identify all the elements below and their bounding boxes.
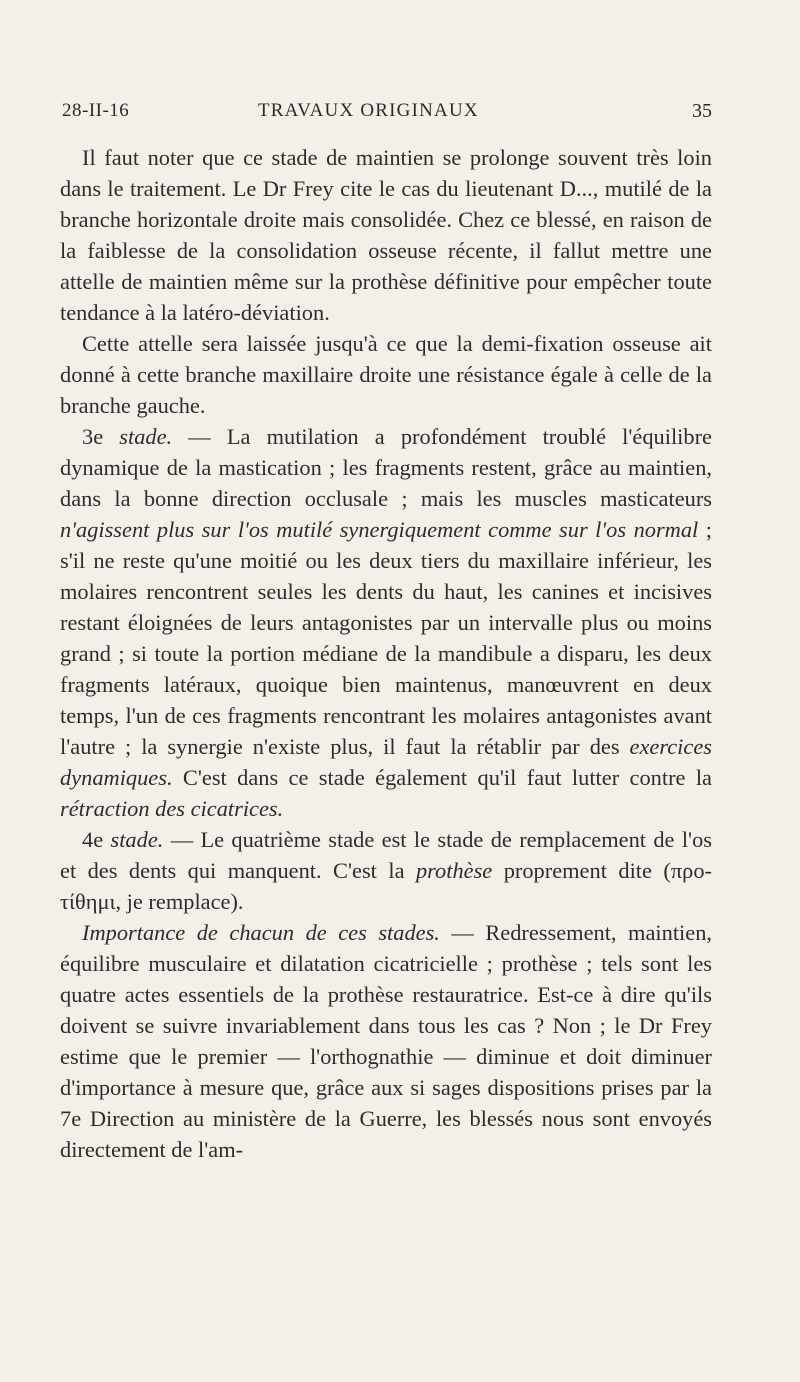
paragraph-5-text: — Redressement, maintien, équilibre musculaire et dilatation cicatricielle ; prothèse ; tels sont les quatre actes essentiels de la prothèse restauratrice. Est-ce à dire qu'ils doivent se suivre invariablement dans tous les cas ? Non ; le Dr Frey estime que le premier — l'orthognathie — diminue et doit diminuer d'importance à mesure que, grâce aux si sages dispositions prises par la 7e Direction au ministère de la Guerre, les blessés nous sont envoyés directement de l'am- xyxy=(60,920,712,1162)
paragraph-3-text-a: — La mutilation a profondément troublé l'équilibre dynamique de la mastication ; les fragments restent, grâce au maintien, dans la bonne direction occlusale ; mais les muscles masticateurs xyxy=(60,424,712,511)
paragraph-3-emphasis-a: n'agissent plus sur l'os mutilé synergiquement comme sur l'os normal xyxy=(60,517,699,542)
paragraph-3 xyxy=(60,421,712,824)
paragraph-5 xyxy=(60,917,712,1165)
paragraph-3-emphasis-b: exercices dynamiques. xyxy=(60,734,712,790)
paragraph-2: Cette attelle sera laissée jusqu'à ce que la demi-fixation osseuse ait donné à cette branche maxillaire droite une résistance égale à celle de la branche gauche. xyxy=(60,331,712,418)
paragraph-3-text-c: C'est dans ce stade également qu'il faut lutter contre la xyxy=(172,765,712,790)
stage-number: 3e xyxy=(82,424,104,449)
header-section-title: TRAVAUX ORIGINAUX xyxy=(258,100,479,121)
stage-label: stade. xyxy=(110,827,164,852)
paragraph-4-emphasis: prothèse xyxy=(415,858,493,883)
paragraph-4-text-b: proprement dite (προ-τίθημι, je remplace). xyxy=(60,858,712,914)
page-number: 35 xyxy=(692,100,712,122)
section-heading-inline: Importance de chacun de ces stades. xyxy=(82,920,440,945)
paragraph-4 xyxy=(60,824,712,917)
article-body xyxy=(60,142,712,1165)
paragraph-1: Il faut noter que ce stade de maintien se prolonge souvent très loin dans le traitement. Le Dr Frey cite le cas du lieutenant D..., mutilé de la branche horizontale droite mais consolidée. Chez ce blessé, en raison de la faiblesse de la consolidation osseuse récente, il fallut mettre une attelle de maintien même sur la prothèse définitive pour empêcher toute tendance à la latéro-déviation. xyxy=(60,145,712,325)
paragraph-4-text-a: — Le quatrième stade est le stade de remplacement de l'os et des dents qui manquent. C'est la xyxy=(60,827,712,883)
paragraph-3-text-b: ; s'il ne reste qu'une moitié ou les deux tiers du maxillaire inférieur, les molaires rencontrent seules les dents du haut, les canines et incisives restant éloignées de leurs antagonistes par un intervalle plus ou moins grand ; si toute la portion médiane de la mandibule a disparu, les deux fragments latéraux, quoique bien maintenus, manœuvrent en deux temps, l'un de ces fragments rencontrant les molaires antagonistes avant l'autre ; la synergie n'existe plus, il faut la rétablir par des xyxy=(60,517,712,759)
stage-label: stade. xyxy=(119,424,173,449)
running-head xyxy=(62,100,712,130)
header-date: 28-II-16 xyxy=(62,100,130,121)
stage-number: 4e xyxy=(82,827,104,852)
paragraph-3-emphasis-c: rétraction des cicatrices. xyxy=(60,796,284,821)
